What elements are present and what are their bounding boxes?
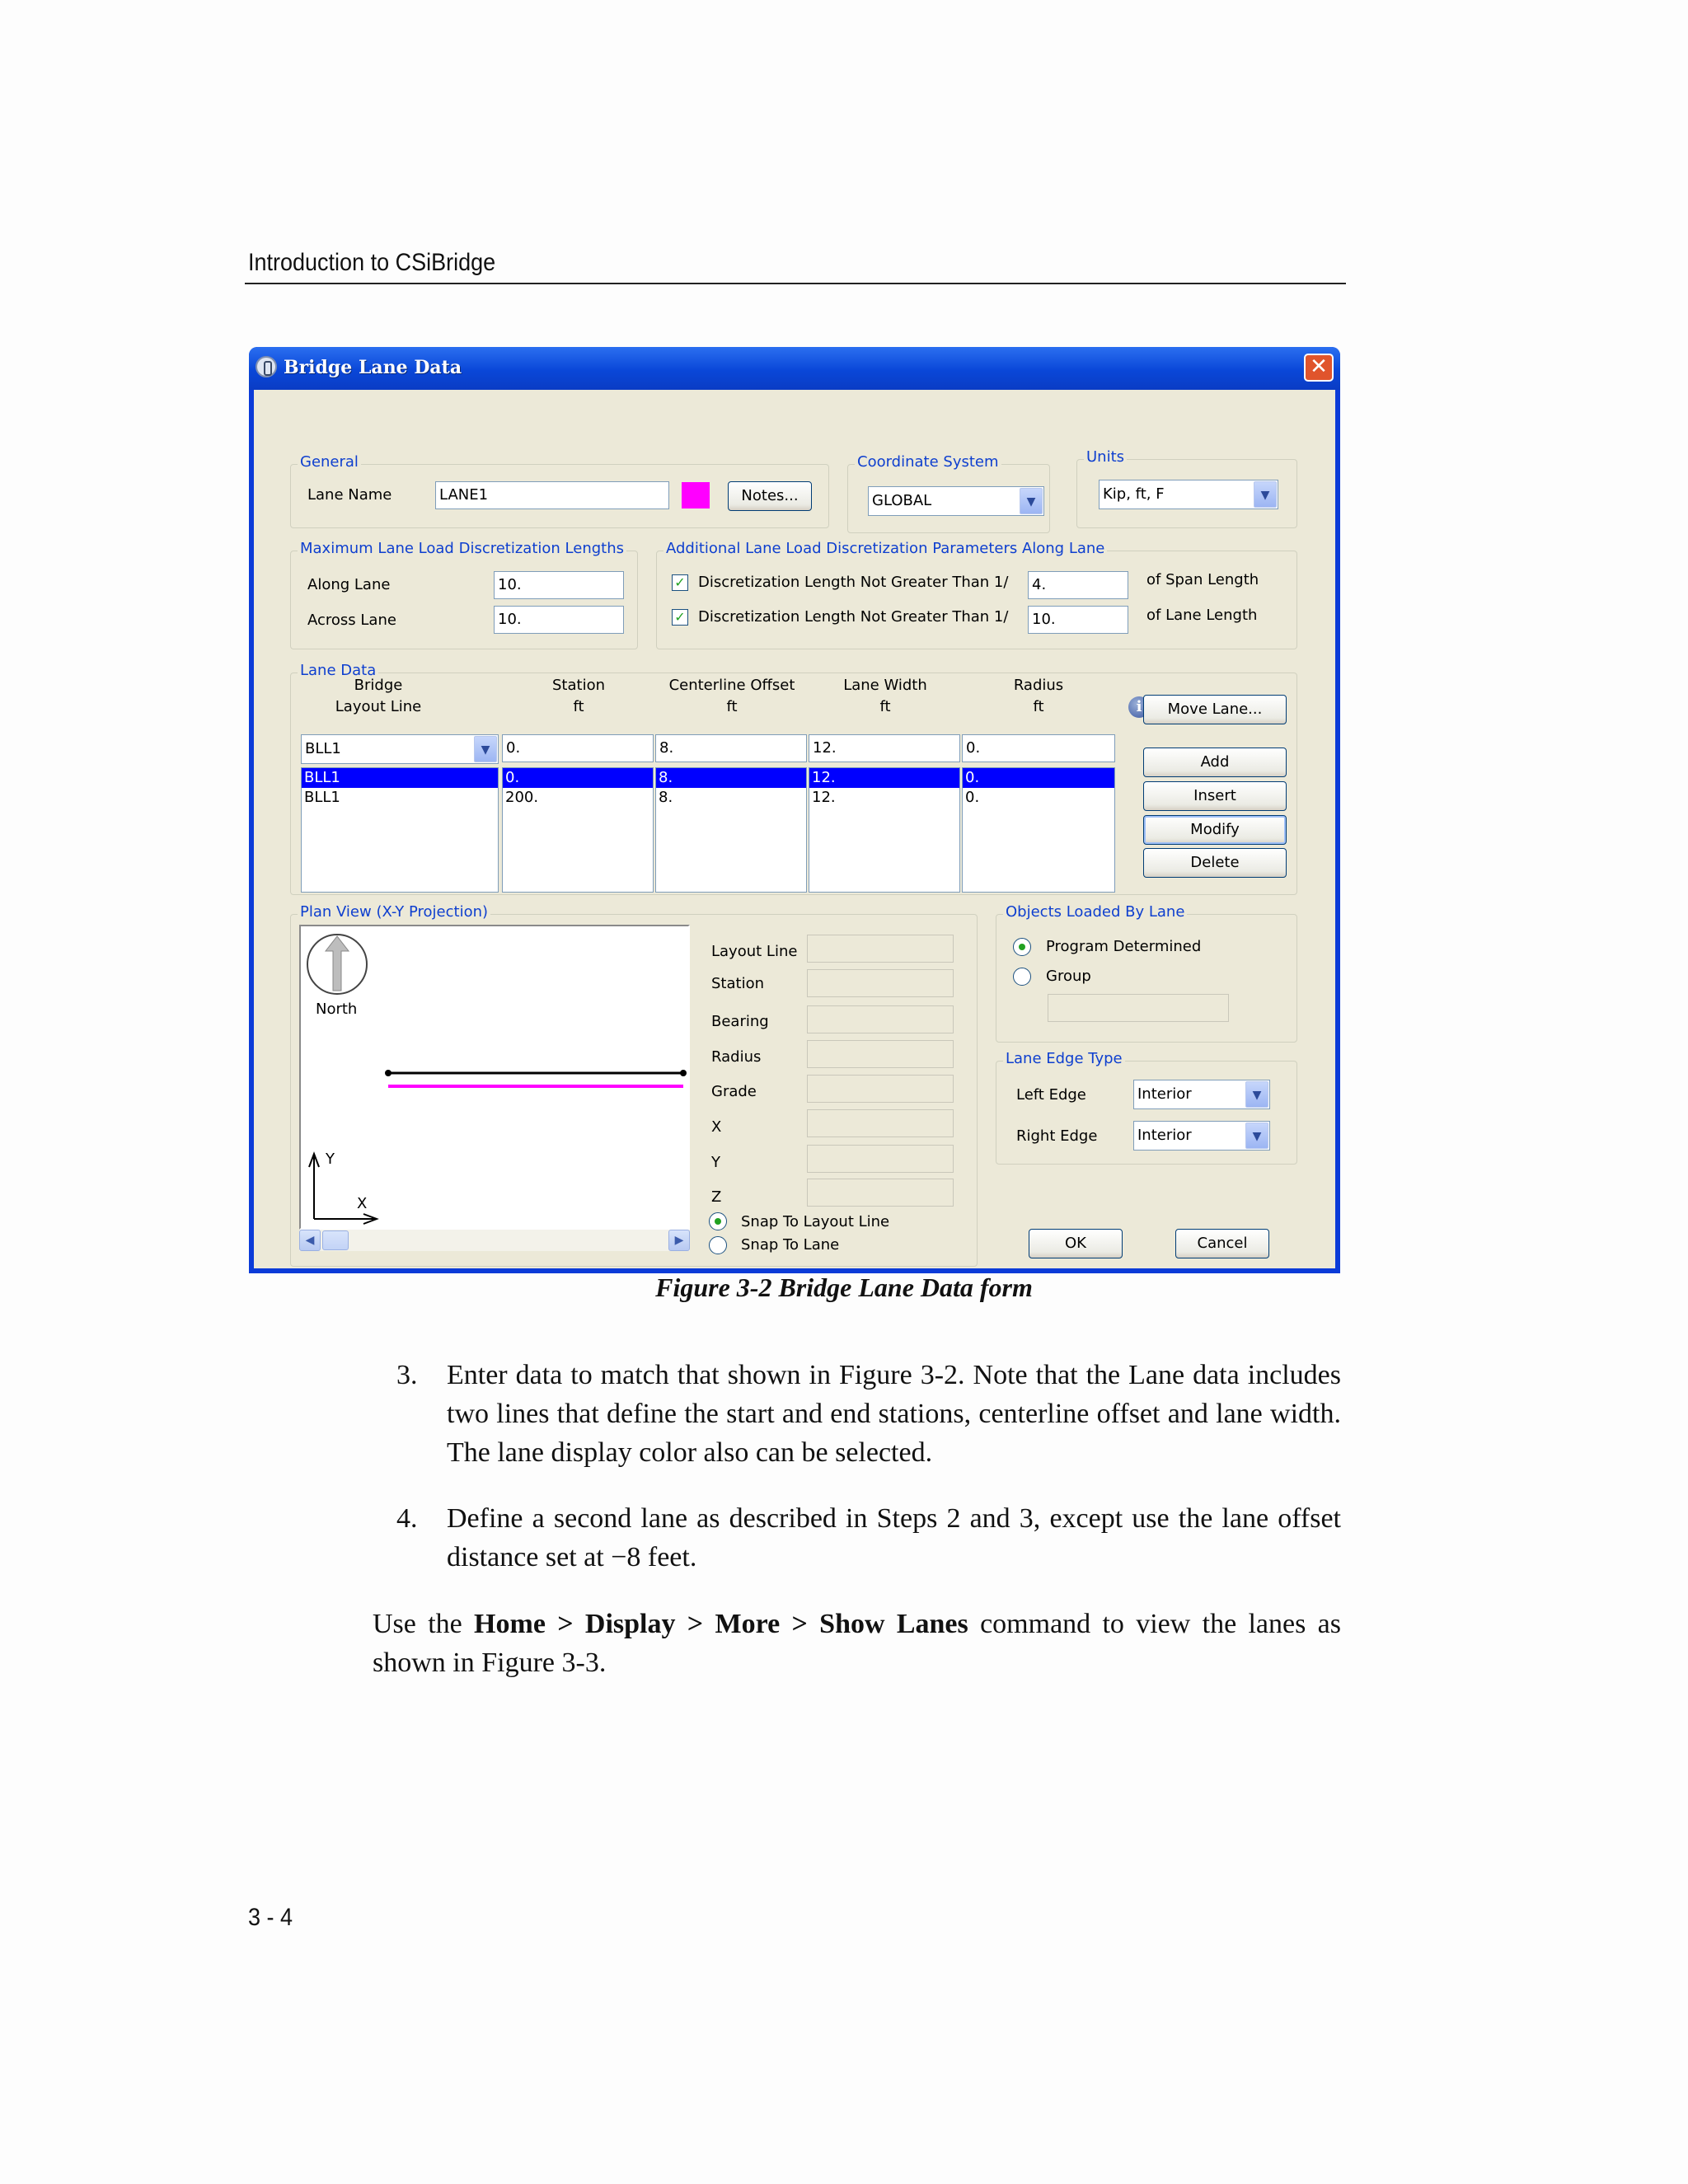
y-axis-label: Y <box>326 1151 335 1168</box>
list-item[interactable]: 0. <box>965 789 980 806</box>
left-edge-select[interactable] <box>1133 1080 1270 1109</box>
group-select <box>1048 994 1229 1022</box>
field-station-value <box>807 969 954 997</box>
layout-line-list[interactable] <box>301 767 499 893</box>
snap-layout-label: Snap To Layout Line <box>741 1213 890 1230</box>
north-arrow-icon <box>307 935 367 994</box>
chevron-down-icon[interactable]: ▼ <box>1020 488 1043 514</box>
coordinate-system-group <box>847 453 1050 533</box>
modify-button[interactable]: Modify <box>1143 815 1287 845</box>
close-button[interactable]: ✕ <box>1304 354 1334 382</box>
col-header-radius: Radius ft <box>1013 677 1064 715</box>
list-item[interactable]: 8. <box>656 768 806 788</box>
program-determined-radio[interactable] <box>1013 938 1031 956</box>
chevron-down-icon[interactable]: ▼ <box>1245 1122 1268 1149</box>
lane-width-input[interactable]: 12. <box>809 734 960 762</box>
scroll-left-icon[interactable]: ◀ <box>299 1230 321 1251</box>
x-axis-label: X <box>357 1195 368 1212</box>
along-lane-input[interactable]: 10. <box>494 571 624 599</box>
field-layout-line-label: Layout Line <box>711 943 798 960</box>
program-determined-label: Program Determined <box>1046 938 1202 955</box>
field-x-label: X <box>711 1118 722 1136</box>
list-item[interactable]: 12. <box>809 768 959 788</box>
lane-color-swatch[interactable] <box>682 482 710 509</box>
running-header: Introduction to CSiBridge <box>248 249 496 276</box>
general-title: General <box>298 453 361 471</box>
plan-view-scrollbar[interactable] <box>299 1230 690 1251</box>
plan-view-group <box>290 903 978 1267</box>
plan-view-drawing <box>301 926 688 1228</box>
right-edge-label: Right Edge <box>1016 1127 1098 1145</box>
station-list[interactable] <box>502 767 654 893</box>
lane-edge-title: Lane Edge Type <box>1003 1050 1125 1067</box>
scroll-thumb[interactable] <box>322 1230 349 1250</box>
lane-data-group <box>290 662 1297 895</box>
snap-layout-radio[interactable] <box>709 1212 727 1230</box>
notes-button[interactable]: Notes... <box>728 481 812 511</box>
general-group <box>290 453 829 528</box>
north-label: North <box>316 1001 358 1018</box>
dialog-titlebar[interactable] <box>249 347 1340 390</box>
app-icon <box>256 356 277 377</box>
info-icon[interactable]: i <box>1128 696 1150 718</box>
station-input[interactable]: 0. <box>502 734 654 762</box>
list-item[interactable]: 8. <box>659 789 673 806</box>
delete-button[interactable]: Delete <box>1143 848 1287 878</box>
header-rule <box>245 283 1346 284</box>
snap-lane-label: Snap To Lane <box>741 1236 840 1254</box>
span-length-input[interactable]: 4. <box>1028 571 1128 599</box>
right-edge-select[interactable] <box>1133 1121 1270 1151</box>
centerline-offset-list[interactable] <box>655 767 807 893</box>
bridge-lane-data-dialog <box>249 347 1340 1273</box>
group-label: Group <box>1046 968 1091 985</box>
command-path: Home > Display > More > Show Lanes <box>474 1609 968 1639</box>
field-y-value <box>807 1145 954 1173</box>
lane-length-suffix: of Lane Length <box>1146 607 1258 624</box>
field-radius-value <box>807 1040 954 1068</box>
radius-input[interactable]: 0. <box>962 734 1115 762</box>
right-edge-value: Interior <box>1137 1127 1192 1144</box>
lane-width-list[interactable] <box>809 767 960 893</box>
lane-name-input[interactable]: LANE1 <box>435 481 669 509</box>
units-select[interactable] <box>1099 480 1278 509</box>
lane-edge-group <box>996 1050 1297 1165</box>
field-bearing-value <box>807 1005 954 1033</box>
dialog-client <box>254 390 1335 1268</box>
move-lane-button[interactable]: Move Lane... <box>1143 695 1287 724</box>
objects-loaded-group <box>996 903 1297 1043</box>
group-radio[interactable] <box>1013 968 1031 986</box>
left-edge-value: Interior <box>1137 1085 1192 1103</box>
list-item[interactable]: 0. <box>503 768 653 788</box>
units-value: Kip, ft, F <box>1103 485 1165 503</box>
add-button[interactable]: Add <box>1143 748 1287 777</box>
units-group <box>1076 448 1297 528</box>
step-text: Enter data to match that shown in Figure 3-2. Note that the Lane data includes two lines that define the start and end stations, centerline offset and lane width. The lane display color also can be selected. <box>447 1360 1341 1468</box>
coordinate-system-value: GLOBAL <box>872 492 932 509</box>
snap-lane-radio[interactable] <box>709 1236 727 1254</box>
ok-button[interactable]: OK <box>1029 1229 1123 1258</box>
col-header-station: Station ft <box>552 677 605 715</box>
field-station-label: Station <box>711 975 764 992</box>
closing-paragraph: Use the Home > Display > More > Show Lanes command to view the lanes as shown in Figure 3-3. <box>373 1609 1341 1678</box>
left-edge-label: Left Edge <box>1016 1086 1086 1104</box>
coordinate-system-select[interactable] <box>868 486 1044 516</box>
span-length-label: Discretization Length Not Greater Than 1/ <box>698 574 1009 591</box>
span-length-checkbox[interactable]: ✓ <box>672 574 688 591</box>
centerline-offset-input[interactable]: 8. <box>655 734 807 762</box>
figure-caption: Figure 3-2 Bridge Lane Data form <box>655 1272 1033 1302</box>
lane-data-title: Lane Data <box>298 662 378 679</box>
col-header-centerline-offset: Centerline Offset ft <box>668 677 795 715</box>
objects-loaded-title: Objects Loaded By Lane <box>1003 903 1187 921</box>
field-x-value <box>807 1109 954 1137</box>
plan-view-canvas[interactable] <box>299 925 690 1230</box>
max-lengths-title: Maximum Lane Load Discretization Lengths <box>298 540 626 557</box>
radius-list[interactable] <box>962 767 1115 893</box>
units-title: Units <box>1084 448 1127 466</box>
along-lane-label: Along Lane <box>307 576 391 593</box>
layout-line-select[interactable] <box>301 734 499 764</box>
scroll-right-icon[interactable]: ▶ <box>668 1230 690 1251</box>
coordinate-system-title: Coordinate System <box>855 453 1001 471</box>
field-grade-label: Grade <box>711 1083 757 1100</box>
additional-params-group <box>656 540 1297 649</box>
max-lengths-group <box>290 540 638 649</box>
list-item[interactable]: 200. <box>505 789 539 806</box>
list-item[interactable]: 0. <box>963 768 1114 788</box>
field-layout-line-value <box>807 935 954 963</box>
lane-length-checkbox[interactable]: ✓ <box>672 609 688 626</box>
across-lane-label: Across Lane <box>307 612 396 629</box>
page-number: 3 - 4 <box>248 1904 293 1931</box>
layout-line-value: BLL1 <box>305 740 341 757</box>
field-z-label: Z <box>711 1188 722 1206</box>
lane-length-label: Discretization Length Not Greater Than 1/ <box>698 608 1009 626</box>
field-y-label: Y <box>711 1154 720 1171</box>
field-z-value <box>807 1179 954 1207</box>
across-lane-input[interactable]: 10. <box>494 606 624 634</box>
axis-icon <box>309 1154 377 1224</box>
step-number: 4. <box>396 1503 418 1534</box>
additional-params-title: Additional Lane Load Discretization Parameters Along Lane <box>663 540 1107 557</box>
step-text: Define a second lane as described in Steps 2 and 3, except use the lane offset distance set at −8 feet. <box>447 1503 1341 1572</box>
insert-button[interactable]: Insert <box>1143 781 1287 811</box>
col-header-layout-line: Bridge Layout Line <box>335 677 422 715</box>
cancel-button[interactable]: Cancel <box>1175 1229 1269 1258</box>
list-item[interactable]: BLL1 <box>302 768 498 788</box>
chevron-down-icon[interactable]: ▼ <box>474 736 497 762</box>
span-length-suffix: of Span Length <box>1146 571 1259 588</box>
list-item[interactable]: BLL1 <box>304 789 340 806</box>
field-bearing-label: Bearing <box>711 1013 769 1030</box>
col-header-lane-width: Lane Width ft <box>843 677 927 715</box>
dialog-title: Bridge Lane Data <box>284 357 462 378</box>
chevron-down-icon[interactable]: ▼ <box>1245 1081 1268 1108</box>
field-grade-value <box>807 1075 954 1103</box>
plan-view-title: Plan View (X-Y Projection) <box>298 903 490 921</box>
chevron-down-icon[interactable]: ▼ <box>1254 481 1277 508</box>
field-radius-label: Radius <box>711 1048 762 1066</box>
lane-length-input[interactable]: 10. <box>1028 606 1128 634</box>
list-item[interactable]: 12. <box>812 789 836 806</box>
lane-name-label: Lane Name <box>307 486 392 504</box>
step-number: 3. <box>396 1360 418 1390</box>
